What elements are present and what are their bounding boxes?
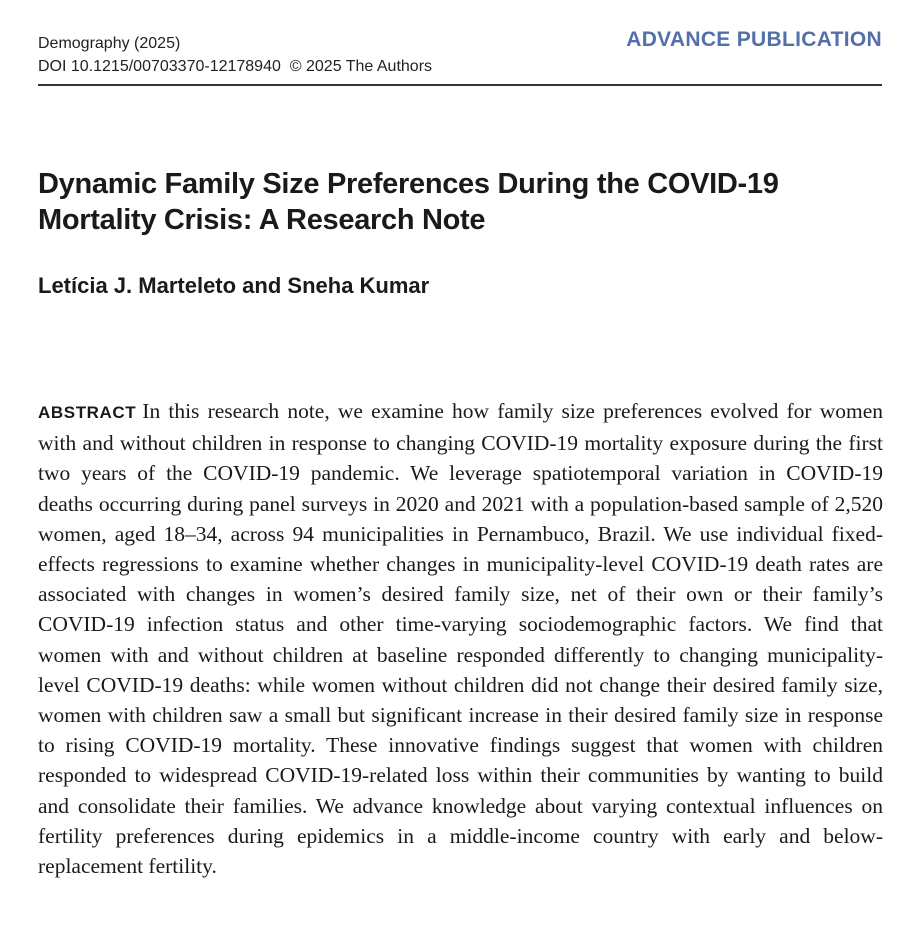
doi: DOI 10.1215/00703370-12178940 xyxy=(38,58,281,75)
journal-header xyxy=(38,32,432,78)
abstract-text: In this research note, we examine how family size preferences evolved for women with and without children in response to changing COVID-19 mortality exposure during the first two years of the COVID-19 pandemic. We leverage spatiotemporal variation in COVID-19 deaths occurring during panel surveys in 2020 and 2021 with a population-based sample of 2,520 women, aged 18–34, across 94 municipalities in Pernambuco, Brazil. We use individual fixed-effects regressions to examine whether changes in municipality-level COVID-19 death rates are associated with changes in women’s desired family size, net of their own or their family’s COVID-19 infection status and other time-varying sociodemographic factors. We find that women with and without children at baseline responded differently to changing municipality-level COVID-19 deaths: while women without children did not change their desired family size, women with children saw a small but significant increase in their desired family size in response to rising COVID-19 mortality. These innovative findings suggest that women with children responded to widespread COVID-19-related loss within their communities by wanting to build and consolidate their families. We advance knowledge about varying contextual influences on fertility preferences during epidemics in a middle-income country with early and below-replacement fertility. xyxy=(38,399,883,879)
publication-status: ADVANCE PUBLICATION xyxy=(626,28,882,51)
header-divider xyxy=(38,84,882,86)
abstract xyxy=(38,396,883,881)
abstract-label: ABSTRACT xyxy=(38,403,137,422)
article-title: Dynamic Family Size Preferences During the COVID-19 Mortality Crisis: A Research Note xyxy=(38,168,779,236)
copyright: © 2025 The Authors xyxy=(289,58,433,75)
article-authors: Letícia J. Marteleto and Sneha Kumar xyxy=(38,273,430,298)
doi-line xyxy=(38,55,432,78)
journal-name: Demography (2025) xyxy=(38,35,181,52)
